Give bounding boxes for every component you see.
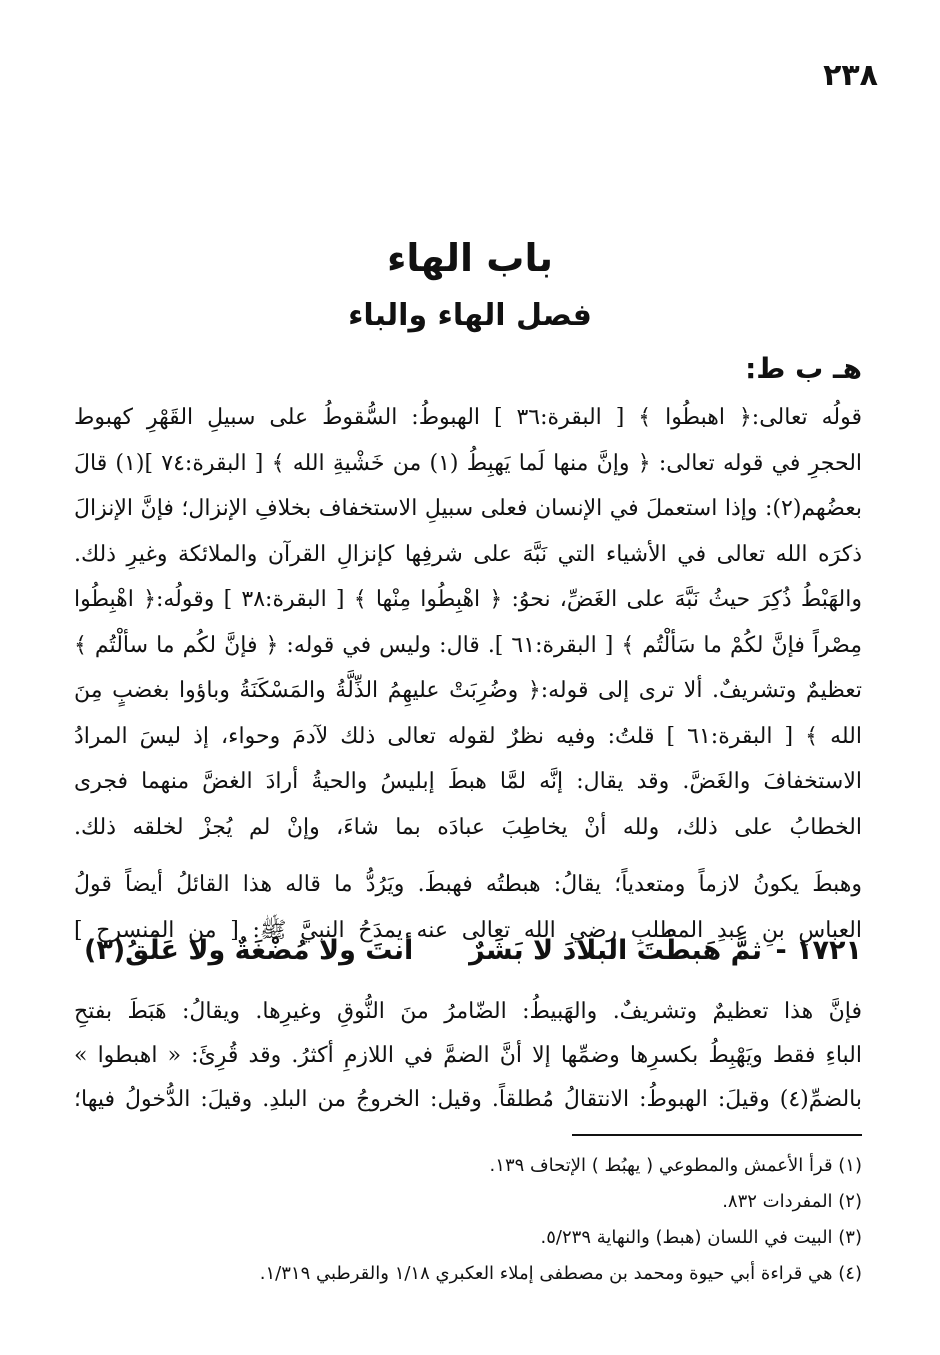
text-line: مِصْراً فإنَّ لكُمْ ما سَألْتُم ﴾ [ البقرة:٦١ ]. قال: وليس في قوله: ﴿ فإنَّ لكُم ما سألْتُم ﴾: [74, 632, 862, 658]
text-line: بعضُهم(٢): وإذا استعملَ في الإنسان فعلى سبيلِ الاستخفاف بخلافِ الإنزال؛ فإنَّ الإنزالَ: [74, 496, 862, 521]
page-number: ٢٣٨: [823, 58, 878, 93]
verse-number: ١٧٢١ -: [775, 935, 862, 966]
main-text-continued: [74, 990, 862, 1122]
verse-first-hemistich: ثمَّ هَبطْتَ البلادَ لا بَشَرٌ: [469, 935, 762, 966]
text-line: قولُه تعالى:﴿ اهبطُوا ﴾ [ البقرة:٣٦ ] الهبوطُ: السُّقوطُ على سبيلِ القَهْرِ كهبوط: [74, 405, 862, 430]
text-line: والهَبْطُ ذُكِرَ حيثُ نَبَّهَ على الغَضِّ، نحوُ: ﴿ اهْبِطُوا مِنْها ﴾ [ البقرة:٣٨ ] وقولُه:﴿ اهْبِطُوا: [74, 587, 862, 612]
text-line: فإنَّ هذا تعظيمٌ وتشريفٌ. والهَبيطُ: الضّامرُ منَ النُّوقِ وغيرِها. ويقالُ: هَبَطَ بفتحِ: [74, 999, 862, 1024]
footnote-divider: [572, 1134, 862, 1136]
poetry-verse: [74, 935, 862, 985]
paragraph-1: [74, 395, 862, 850]
chapter-title: باب الهاء: [386, 236, 554, 280]
text-line: الحجرِ في قوله تعالى: ﴿ وإنَّ منها لَما يَهبِطُ (١) من خَشْيةِ الله ﴾ [ البقرة:٧٤ ](١) قالَ: [74, 450, 862, 476]
text-line: بالضمِّ(٤) وقيلَ: الهبوطُ: الانتقالُ مُطلقاً. وقيل: الخروجُ من البلدِ. وقيلَ: الدُّخولُ فيها؛: [74, 1087, 862, 1112]
text-line: العباسِ بنِ عبدِ المطلبِ رضي الله تعالى عنه يمدَحُ النبيَّ ﷺ: [ من المنسرح ]: [74, 917, 862, 943]
text-line: الخطابُ على ذلك، ولله أنْ يخاطِبَ عبادَه بما شاءَ، وإنْ لم يُجزْ لخلقه ذلك.: [74, 814, 862, 840]
text-line: الله ﴾ [ البقرة:٦١ ] قلتُ: وفيه نظرٌ لقوله تعالى ذلك لآدمَ وحواء، إذ ليسَ المرادُ: [74, 723, 862, 749]
text-line: الباءِ فقط ويَهْبِطُ بكسرِها وضمِّها إلا أنَّ الضمَّ في اللازمِ أكثرُ. وقد قُرِئَ: « اهبطوا »: [74, 1043, 862, 1068]
footnote: (١) قرأ الأعمش والمطوعي ( يهبُط ) الإتحاف ١٣٩.: [489, 1155, 862, 1176]
footnotes: [74, 1148, 862, 1292]
root-heading: هـ ب ط:: [745, 352, 862, 385]
verse-second-hemistich: أنتَ ولا مُضْغَةٌ ولا عَلَقُ(٣): [84, 935, 414, 966]
text-line: وهبطَ يكونُ لازماً ومتعدياً؛ يقالُ: هبطتُه فهبطَ. ويَرُدُّ ما قاله هذا القائلُ أيضاً قولُ: [74, 872, 862, 897]
footnote: (٢) المفردات ٨٣٢.: [722, 1191, 862, 1212]
text-line: الاستخفافَ والغَضَّ. وقد يقال: إنَّه لمَّا هبطَ إبليسُ والحيةُ أرادَ الغضَّ منهما فجرى: [74, 769, 862, 794]
section-title: فصل الهاء والباء: [348, 298, 592, 333]
footnote: (٣) البيت في اللسان (هبط) والنهاية ٥/٢٣٩.: [540, 1227, 862, 1248]
footnote: (٤) هي قراءة أبي حيوة ومحمد بن مصطفى إملاء العكبري ١/١٨ والقرطبي ١/٣١٩.: [259, 1263, 862, 1284]
text-line: تعظيمٌ وتشريفٌ. ألا ترى إلى قوله:﴿ وضُرِبَتْ عليهِمُ الذِّلَّةُ والمَسْكَنَةُ وباؤوا بغضبٍ مِنَ: [74, 678, 862, 703]
main-text: [74, 395, 862, 953]
text-line: ذكرَه الله تعالى في الأشياء التي نَبَّهَ على شرفِها كإنزالِ القرآن والملائكة وغيرِ ذلك.: [74, 541, 862, 567]
